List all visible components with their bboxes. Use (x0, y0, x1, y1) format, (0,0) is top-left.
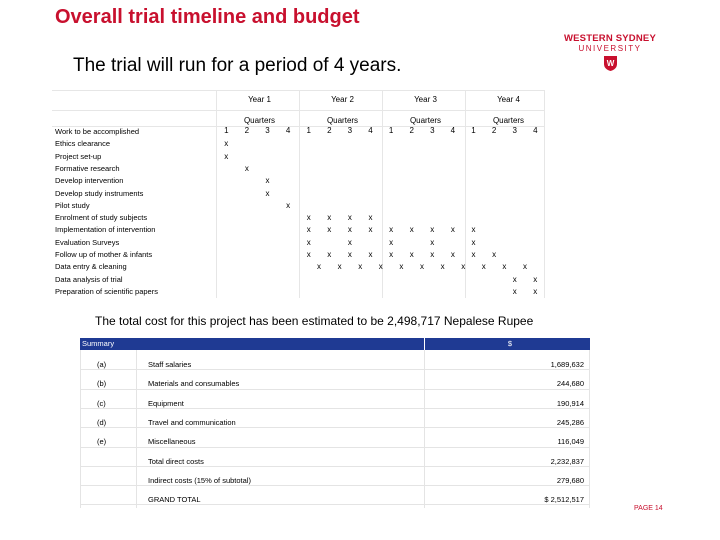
schedule-mark: x (502, 262, 507, 272)
budget-amount: 1,689,632 (550, 360, 584, 369)
quarters-header: Quarters (243, 116, 276, 125)
year-header: Year 1 (248, 95, 271, 104)
schedule-mark: x (420, 262, 424, 272)
schedule-mark: x (224, 151, 229, 161)
quarter-number: 2 (409, 126, 414, 135)
schedule-mark: x (450, 225, 455, 235)
timeline-gridline-vertical (544, 90, 545, 298)
slide-title: Overall trial timeline and budget (55, 6, 360, 28)
schedule-mark: x (430, 237, 435, 247)
budget-description: Travel and communication (148, 417, 236, 427)
task-label: Pilot study (55, 200, 90, 210)
budget-amount: 190,914 (556, 398, 584, 408)
task-label: Develop study instruments (55, 188, 144, 198)
timeline-gridline-horizontal (52, 90, 544, 91)
schedule-mark: x (306, 250, 311, 259)
task-label: Ethics clearance (55, 139, 111, 149)
schedule-mark: x (461, 262, 466, 272)
budget-description: Staff salaries (148, 360, 192, 369)
schedule-mark: x (399, 262, 404, 272)
schedule-mark: x (368, 225, 373, 235)
task-label: Preparation of scientific papers (55, 286, 158, 296)
budget-description: Materials and consumables (148, 379, 240, 389)
budget-gridline-horizontal (80, 504, 590, 505)
budget-code: (c) (97, 398, 106, 408)
schedule-mark: x (327, 213, 332, 223)
schedule-mark: x (244, 163, 249, 173)
schedule-mark: x (440, 262, 445, 272)
quarters-header: Quarters (492, 116, 525, 125)
budget-amount: 279,680 (556, 475, 584, 485)
budget-description: Indirect costs (15% of subtotal) (148, 475, 251, 485)
schedule-mark: x (327, 225, 332, 235)
schedule-mark: x (347, 225, 352, 235)
schedule-mark: x (409, 250, 414, 259)
schedule-mark: x (306, 237, 311, 247)
task-label: Follow up of mother & infants (55, 250, 153, 259)
schedule-mark: x (512, 274, 517, 284)
schedule-mark: x (286, 200, 291, 210)
schedule-mark: x (389, 237, 394, 247)
quarter-number: 4 (450, 126, 456, 135)
task-label: Develop intervention (55, 176, 124, 186)
budget-amount: 116,049 (557, 437, 584, 447)
budget-amount: $ 2,512,517 (544, 495, 584, 505)
page-number: PAGE 14 (634, 505, 663, 512)
schedule-mark: x (533, 286, 538, 296)
schedule-mark: x (533, 274, 538, 284)
year-header: Year 2 (331, 95, 354, 104)
timeline-table (52, 90, 544, 298)
schedule-mark: x (347, 237, 352, 247)
schedule-mark: x (430, 250, 435, 259)
task-label: Work to be accomplished (55, 127, 140, 136)
schedule-mark: x (368, 250, 373, 259)
schedule-mark: x (523, 262, 527, 272)
timeline-gridline-vertical (299, 90, 300, 298)
budget-header-currency: $ (507, 339, 512, 348)
quarter-number: 3 (265, 126, 270, 135)
subtitle: The trial will run for a period of 4 years. (73, 55, 402, 76)
timeline-gridline-horizontal (52, 110, 544, 111)
budget-table (80, 338, 590, 508)
quarter-number: 4 (285, 126, 291, 135)
schedule-mark: x (306, 213, 311, 223)
schedule-mark: x (358, 262, 363, 272)
quarter-number: 3 (430, 126, 435, 135)
schedule-mark: x (450, 250, 455, 259)
quarters-header: Quarters (326, 116, 359, 125)
total-cost-text: The total cost for this project has been estimated to be 2,498,717 Nepalese Rupee (95, 314, 534, 328)
budget-code: (d) (97, 417, 107, 427)
quarter-number: 3 (347, 126, 353, 135)
budget-gridline-horizontal (80, 447, 590, 448)
quarters-header: Quarters (409, 116, 442, 125)
schedule-mark: x (430, 225, 435, 235)
budget-description: Equipment (148, 398, 184, 408)
quarter-number: 4 (368, 126, 373, 135)
task-label: Implementation of intervention (55, 225, 156, 235)
task-label: Formative research (55, 163, 120, 173)
schedule-mark: x (389, 250, 394, 259)
budget-gridline-horizontal (80, 408, 590, 409)
task-label: Data analysis of trial (55, 274, 123, 284)
budget-gridline-horizontal (80, 485, 590, 486)
task-label: Project set-up (55, 151, 102, 161)
budget-header-divider (424, 338, 425, 350)
schedule-mark: x (471, 225, 476, 235)
task-label: Evaluation Surveys (55, 237, 120, 247)
schedule-mark: x (224, 139, 229, 149)
budget-description: Total direct costs (148, 456, 204, 466)
quarter-number: 1 (224, 126, 229, 135)
schedule-mark: x (409, 225, 414, 235)
year-header: Year 3 (414, 95, 437, 104)
university-logo (560, 33, 660, 71)
timeline-gridline-vertical (216, 90, 217, 298)
schedule-mark: x (389, 225, 394, 235)
budget-gridline-horizontal (80, 389, 590, 390)
quarter-number: 3 (512, 126, 517, 135)
schedule-mark: x (347, 250, 352, 259)
budget-description: Miscellaneous (148, 437, 196, 447)
budget-header-row (80, 338, 590, 350)
budget-code: (a) (97, 360, 107, 369)
schedule-mark: x (265, 176, 270, 186)
schedule-mark: x (347, 213, 352, 223)
budget-description: GRAND TOTAL (148, 495, 201, 505)
shield-icon (604, 56, 617, 71)
schedule-mark: x (265, 188, 270, 198)
schedule-mark: x (471, 237, 476, 247)
schedule-mark: x (327, 250, 332, 259)
schedule-mark: x (492, 250, 497, 259)
budget-gridline-horizontal (80, 427, 590, 428)
quarter-number: 1 (306, 126, 311, 135)
schedule-mark: x (512, 286, 517, 296)
quarter-number: 2 (244, 126, 250, 135)
budget-header-summary: Summary (82, 339, 115, 348)
budget-amount: 2,232,837 (550, 456, 584, 466)
schedule-mark: x (306, 225, 311, 235)
schedule-mark: x (317, 262, 321, 272)
budget-gridline-horizontal (80, 466, 590, 467)
schedule-mark: x (337, 262, 342, 272)
schedule-mark: x (378, 262, 383, 272)
task-label: Enrolment of study subjects (55, 213, 148, 223)
quarter-number: 2 (327, 126, 332, 135)
schedule-mark: x (481, 262, 486, 272)
budget-code: (e) (97, 437, 107, 447)
task-label: Data entry & cleaning (55, 262, 127, 272)
budget-amount: 244,680 (556, 379, 584, 389)
logo-line1: WESTERN SYDNEY (563, 33, 656, 44)
budget-amount: 245,286 (556, 417, 584, 427)
schedule-mark: x (368, 213, 373, 223)
logo-mark: W (606, 59, 614, 68)
logo-line2: UNIVERSITY (578, 44, 642, 53)
quarter-number: 1 (388, 126, 394, 135)
quarter-number: 2 (491, 126, 497, 135)
quarter-number: 1 (471, 126, 476, 135)
budget-code: (b) (97, 379, 107, 389)
budget-gridline-horizontal (80, 369, 590, 370)
year-header: Year 4 (497, 95, 520, 104)
quarter-number: 4 (533, 126, 538, 135)
schedule-mark: x (471, 250, 476, 259)
